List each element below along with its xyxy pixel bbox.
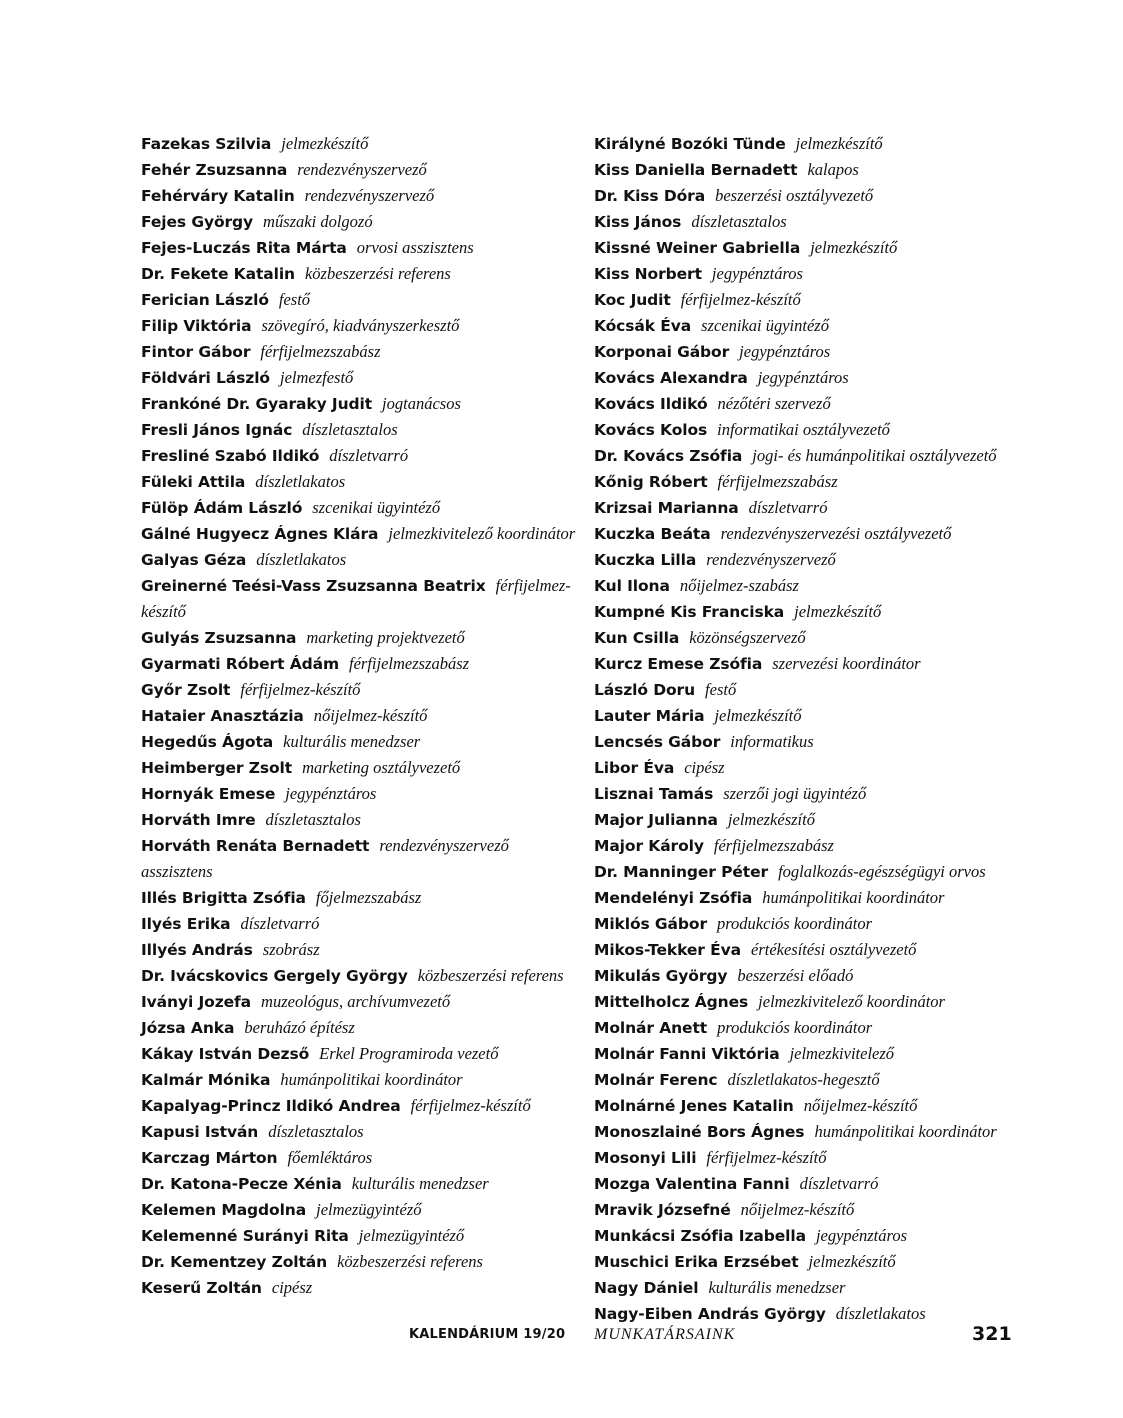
staff-entry	[141, 417, 581, 443]
staff-role: nőijelmez-készítő	[740, 1200, 855, 1219]
staff-name: Kelemen Magdolna	[141, 1201, 307, 1219]
staff-role: beszerzési osztályvezető	[715, 186, 874, 205]
staff-role: cipész	[684, 758, 725, 777]
staff-role: díszletasztalos	[268, 1122, 364, 1141]
staff-name: Mravik Józsefné	[594, 1201, 731, 1219]
staff-name: Korponai Gábor	[594, 343, 730, 361]
staff-name: Dr. Kiss Dóra	[594, 187, 706, 205]
staff-entry	[141, 963, 581, 989]
staff-name: Fehér Zsuzsanna	[141, 161, 288, 179]
staff-role: kalapos	[807, 160, 859, 179]
staff-role: díszletasztalos	[302, 420, 398, 439]
staff-name: Ferician László	[141, 291, 269, 309]
staff-entry	[141, 1171, 581, 1197]
staff-entry	[141, 833, 581, 885]
staff-role: főemléktáros	[287, 1148, 373, 1167]
staff-name: Nagy Dániel	[594, 1279, 699, 1297]
staff-name: Mendelényi Zsófia	[594, 889, 753, 907]
staff-role: díszletlakatos-hegesztő	[727, 1070, 880, 1089]
staff-entry	[594, 443, 1054, 469]
staff-role: humánpolitikai koordinátor	[814, 1122, 997, 1141]
staff-entry	[141, 365, 581, 391]
staff-role: kulturális menedzser	[283, 732, 421, 751]
staff-role: rendezvényszervező	[304, 186, 435, 205]
staff-role: jelmezkészítő	[794, 602, 882, 621]
staff-role: produkciós koordinátor	[717, 914, 873, 933]
staff-role: informatikai osztályvezető	[717, 420, 890, 439]
page-number: 321	[972, 1323, 1012, 1345]
staff-entry	[594, 339, 1054, 365]
staff-name: Kun Csilla	[594, 629, 680, 647]
staff-role: muzeológus, archívumvezető	[261, 992, 451, 1011]
staff-name: Dr. Fekete Katalin	[141, 265, 295, 283]
staff-role: informatikus	[730, 732, 814, 751]
staff-entry	[594, 1067, 1054, 1093]
staff-role: jelmezkészítő	[714, 706, 802, 725]
staff-role: jegypénztáros	[285, 784, 377, 803]
staff-name: Kissné Weiner Gabriella	[594, 239, 801, 257]
staff-entry	[594, 651, 1054, 677]
staff-entry	[141, 313, 581, 339]
staff-entry	[594, 469, 1054, 495]
staff-role: díszletvarró	[329, 446, 409, 465]
staff-name: Kőnig Róbert	[594, 473, 708, 491]
staff-entry	[141, 443, 581, 469]
staff-entry	[141, 469, 581, 495]
staff-role: jelmezkészítő	[810, 238, 898, 257]
staff-entry	[141, 651, 581, 677]
staff-entry	[594, 261, 1054, 287]
staff-entry	[141, 989, 581, 1015]
staff-role: jelmezügyintéző	[316, 1200, 422, 1219]
staff-role: férfijelmez-készítő	[240, 680, 361, 699]
staff-role: jelmezügyintéző	[358, 1226, 465, 1245]
staff-name: Hornyák Emese	[141, 785, 276, 803]
staff-role: jelmezkészítő	[808, 1252, 896, 1271]
staff-name: Iványi Jozefa	[141, 993, 252, 1011]
staff-name: Kákay István Dezső	[141, 1045, 310, 1063]
staff-role: beruházó építész	[244, 1018, 355, 1037]
staff-name: Földvári László	[141, 369, 270, 387]
staff-role: foglalkozás-egészségügyi orvos	[778, 862, 986, 881]
staff-entry	[141, 287, 581, 313]
staff-role: díszletvarró	[799, 1174, 879, 1193]
staff-role: festő	[705, 680, 737, 699]
staff-role: díszletlakatos	[255, 472, 346, 491]
staff-name: Lisznai Tamás	[594, 785, 714, 803]
staff-entry	[594, 781, 1054, 807]
staff-role: szerzői jogi ügyintéző	[723, 784, 867, 803]
staff-name: Mikos-Tekker Éva	[594, 941, 741, 959]
staff-entry	[141, 807, 581, 833]
staff-entry	[594, 625, 1054, 651]
staff-entry	[141, 131, 581, 157]
staff-role: díszletasztalos	[691, 212, 787, 231]
staff-role: orvosi asszisztens	[356, 238, 474, 257]
staff-name: Miklós Gábor	[594, 915, 707, 933]
staff-role: férfijelmez-készítő	[706, 1148, 827, 1167]
staff-entry	[594, 521, 1054, 547]
staff-entry	[594, 859, 1054, 885]
staff-role: nőijelmez-készítő	[313, 706, 428, 725]
staff-entry	[141, 547, 581, 573]
staff-name: Dr. Ivácskovics Gergely György	[141, 967, 408, 985]
staff-entry	[594, 313, 1054, 339]
staff-name: Dr. Kovács Zsófia	[594, 447, 743, 465]
section-title: MUNKATÁRSAINK	[594, 1326, 736, 1343]
staff-entry	[594, 1223, 1054, 1249]
staff-name: Kuczka Lilla	[594, 551, 697, 569]
staff-role: jelmezkivitelező	[789, 1044, 895, 1063]
staff-entry	[141, 625, 581, 651]
staff-entry	[594, 183, 1054, 209]
staff-role: festő	[278, 290, 311, 309]
staff-entry	[141, 183, 581, 209]
staff-entry	[594, 989, 1054, 1015]
staff-role: jelmezkészítő	[795, 134, 883, 153]
staff-role: szcenikai ügyintéző	[312, 498, 441, 517]
staff-name: Hataier Anasztázia	[141, 707, 304, 725]
staff-entry	[594, 1119, 1054, 1145]
staff-entry	[141, 235, 581, 261]
staff-role: közbeszerzési referens	[304, 264, 451, 283]
staff-entry	[141, 729, 581, 755]
staff-entry	[594, 1171, 1054, 1197]
staff-role: jelmezfestő	[279, 368, 354, 387]
staff-role: főjelmezszabász	[315, 888, 422, 907]
staff-role: jogi- és humánpolitikai osztályvezető	[752, 446, 997, 465]
staff-name: Kovács Alexandra	[594, 369, 748, 387]
staff-entry	[594, 287, 1054, 313]
staff-role: közönségszervező	[689, 628, 806, 647]
staff-name: Mozga Valentina Fanni	[594, 1175, 790, 1193]
staff-name: Kurcz Emese Zsófia	[594, 655, 763, 673]
staff-name: Fejes-Luczás Rita Márta	[141, 239, 347, 257]
staff-role: rendezvényszervező asszisztens	[141, 836, 509, 881]
staff-name: Fülöp Ádám László	[141, 499, 303, 517]
staff-entry	[594, 495, 1054, 521]
staff-role: humánpolitikai koordinátor	[280, 1070, 463, 1089]
staff-name: Gyarmati Róbert Ádám	[141, 655, 340, 673]
staff-role: díszletlakatos	[835, 1304, 926, 1323]
staff-name: Libor Éva	[594, 759, 675, 777]
staff-entry	[594, 937, 1054, 963]
staff-entry	[141, 1067, 581, 1093]
staff-name: Hegedűs Ágota	[141, 733, 274, 751]
staff-role: díszletlakatos	[256, 550, 347, 569]
staff-role: kulturális menedzser	[708, 1278, 846, 1297]
staff-name: Major Károly	[594, 837, 704, 855]
staff-name: Galyas Géza	[141, 551, 247, 569]
staff-role: díszletvarró	[748, 498, 828, 517]
staff-entry	[594, 1249, 1054, 1275]
staff-role: marketing projektvezető	[306, 628, 465, 647]
staff-list-right-column	[594, 131, 1054, 1327]
staff-name: Fintor Gábor	[141, 343, 251, 361]
staff-entry	[141, 521, 581, 547]
staff-entry	[594, 885, 1054, 911]
staff-entry	[141, 1249, 581, 1275]
staff-name: Ilyés Erika	[141, 915, 231, 933]
staff-entry	[141, 1093, 581, 1119]
staff-name: Győr Zsolt	[141, 681, 231, 699]
staff-role: szövegíró, kiadványszerkesztő	[261, 316, 460, 335]
staff-role: közbeszerzési referens	[417, 966, 564, 985]
staff-name: Királyné Bozóki Tünde	[594, 135, 786, 153]
staff-name: Horváth Imre	[141, 811, 256, 829]
staff-role: díszletasztalos	[265, 810, 361, 829]
staff-name: Muschici Erika Erzsébet	[594, 1253, 799, 1271]
staff-name: Lencsés Gábor	[594, 733, 721, 751]
staff-role: marketing osztályvezető	[302, 758, 461, 777]
staff-entry	[594, 391, 1054, 417]
staff-name: Kuczka Beáta	[594, 525, 711, 543]
staff-name: Molnár Fanni Viktória	[594, 1045, 780, 1063]
staff-role: produkciós koordinátor	[717, 1018, 873, 1037]
staff-role: jogtanácsos	[382, 394, 461, 413]
staff-entry	[141, 1145, 581, 1171]
staff-role: jegypénztáros	[757, 368, 849, 387]
staff-name: Kiss Daniella Bernadett	[594, 161, 798, 179]
staff-role: nőijelmez-szabász	[679, 576, 799, 595]
staff-entry	[141, 885, 581, 911]
staff-entry	[594, 573, 1054, 599]
staff-name: Greinerné Teési-Vass Zsuzsanna Beatrix	[141, 577, 486, 595]
staff-entry	[594, 547, 1054, 573]
staff-entry	[594, 911, 1054, 937]
staff-role: értékesítési osztályvezető	[751, 940, 917, 959]
staff-entry	[141, 937, 581, 963]
staff-entry	[594, 1041, 1054, 1067]
staff-name: Kelemenné Surányi Rita	[141, 1227, 349, 1245]
staff-role: műszaki dolgozó	[263, 212, 373, 231]
staff-role: rendezvényszervező	[297, 160, 427, 179]
staff-list-left-column	[141, 131, 581, 1301]
staff-entry	[141, 677, 581, 703]
staff-entry	[141, 391, 581, 417]
staff-role: nőijelmez-készítő	[803, 1096, 918, 1115]
staff-entry	[594, 157, 1054, 183]
staff-entry	[141, 755, 581, 781]
staff-name: Fejes György	[141, 213, 254, 231]
staff-role: cipész	[271, 1278, 313, 1297]
staff-name: Gálné Hugyecz Ágnes Klára	[141, 525, 379, 543]
staff-role: férfijelmez-készítő	[680, 290, 801, 309]
staff-role: jelmezkészítő	[727, 810, 815, 829]
staff-role: jelmezkivitelező koordinátor	[758, 992, 945, 1011]
staff-name: Molnár Ferenc	[594, 1071, 718, 1089]
staff-name: Karczag Márton	[141, 1149, 278, 1167]
staff-entry	[594, 755, 1054, 781]
staff-entry	[141, 157, 581, 183]
staff-name: Kiss János	[594, 213, 682, 231]
staff-name: Dr. Katona-Pecze Xénia	[141, 1175, 342, 1193]
staff-name: Kul Ilona	[594, 577, 670, 595]
staff-name: Józsa Anka	[141, 1019, 235, 1037]
staff-role: rendezvényszervezési osztályvezető	[720, 524, 952, 543]
staff-name: Füleki Attila	[141, 473, 246, 491]
staff-entry	[594, 703, 1054, 729]
staff-name: Molnárné Jenes Katalin	[594, 1097, 794, 1115]
staff-entry	[141, 1275, 581, 1301]
staff-entry	[594, 131, 1054, 157]
staff-name: Krizsai Marianna	[594, 499, 739, 517]
staff-role: humánpolitikai koordinátor	[762, 888, 945, 907]
staff-role: férfijelmezszabász	[713, 836, 834, 855]
staff-name: Gulyás Zsuzsanna	[141, 629, 297, 647]
staff-entry	[594, 599, 1054, 625]
staff-name: Illés Brigitta Zsófia	[141, 889, 306, 907]
staff-name: Dr. Manninger Péter	[594, 863, 769, 881]
staff-name: Kócsák Éva	[594, 317, 692, 335]
staff-entry	[594, 833, 1054, 859]
staff-name: Koc Judit	[594, 291, 671, 309]
staff-role: jegypénztáros	[739, 342, 831, 361]
staff-entry	[594, 1145, 1054, 1171]
staff-entry	[141, 261, 581, 287]
staff-role: férfijelmezszabász	[717, 472, 838, 491]
staff-name: Fehérváry Katalin	[141, 187, 295, 205]
publication-title: KALENDÁRIUM 19/20	[409, 1327, 566, 1342]
staff-name: Kovács Kolos	[594, 421, 708, 439]
staff-entry	[594, 417, 1054, 443]
staff-entry	[141, 339, 581, 365]
staff-name: Dr. Kementzey Zoltán	[141, 1253, 328, 1271]
staff-entry	[141, 495, 581, 521]
staff-entry	[141, 1119, 581, 1145]
staff-role: férfijelmez-készítő	[410, 1096, 531, 1115]
staff-entry	[141, 573, 581, 625]
staff-entry	[141, 209, 581, 235]
staff-role: díszletvarró	[240, 914, 320, 933]
staff-entry	[594, 963, 1054, 989]
staff-entry	[594, 729, 1054, 755]
staff-name: Horváth Renáta Bernadett	[141, 837, 370, 855]
staff-name: Kiss Norbert	[594, 265, 702, 283]
staff-name: Mosonyi Lili	[594, 1149, 697, 1167]
staff-name: Mittelholcz Ágnes	[594, 993, 749, 1011]
staff-name: Fresli János Ignác	[141, 421, 293, 439]
staff-name: László Doru	[594, 681, 696, 699]
staff-entry	[141, 781, 581, 807]
staff-role: férfijelmezszabász	[349, 654, 470, 673]
staff-name: Nagy-Eiben András György	[594, 1305, 826, 1323]
staff-name: Kalmár Mónika	[141, 1071, 271, 1089]
staff-entry	[141, 911, 581, 937]
staff-entry	[141, 1223, 581, 1249]
staff-entry	[594, 1197, 1054, 1223]
staff-role: rendezvényszervező	[706, 550, 836, 569]
staff-role: szobrász	[262, 940, 320, 959]
staff-role: nézőtéri szervező	[717, 394, 831, 413]
staff-name: Munkácsi Zsófia Izabella	[594, 1227, 806, 1245]
staff-name: Heimberger Zsolt	[141, 759, 293, 777]
staff-name: Illyés András	[141, 941, 253, 959]
staff-name: Frankóné Dr. Gyaraky Judit	[141, 395, 373, 413]
staff-entry	[594, 365, 1054, 391]
staff-role: jegypénztáros	[815, 1226, 907, 1245]
staff-name: Molnár Anett	[594, 1019, 708, 1037]
staff-name: Fazekas Szilvia	[141, 135, 272, 153]
staff-name: Kapusi István	[141, 1123, 259, 1141]
staff-entry	[594, 209, 1054, 235]
staff-entry	[141, 1197, 581, 1223]
staff-name: Major Julianna	[594, 811, 718, 829]
staff-role: férfijelmezszabász	[260, 342, 381, 361]
staff-name: Lauter Mária	[594, 707, 705, 725]
staff-entry	[594, 677, 1054, 703]
staff-name: Kumpné Kis Franciska	[594, 603, 785, 621]
staff-role: férfijelmez-készítő	[141, 576, 571, 621]
staff-entry	[141, 1041, 581, 1067]
staff-name: Kapalyag-Princz Ildikó Andrea	[141, 1097, 401, 1115]
staff-role: jelmezkivitelező koordinátor	[388, 524, 576, 543]
staff-entry	[594, 1015, 1054, 1041]
staff-role: Erkel Programiroda vezető	[319, 1044, 499, 1063]
staff-role: közbeszerzési referens	[337, 1252, 483, 1271]
staff-role: kulturális menedzser	[351, 1174, 489, 1193]
staff-entry	[594, 1275, 1054, 1301]
staff-name: Fresliné Szabó Ildikó	[141, 447, 320, 465]
staff-role: beszerzési előadó	[737, 966, 854, 985]
staff-name: Mikulás György	[594, 967, 728, 985]
staff-name: Filip Viktória	[141, 317, 252, 335]
staff-name: Monoszlainé Bors Ágnes	[594, 1123, 805, 1141]
page-footer	[0, 1325, 1123, 1349]
staff-role: szervezési koordinátor	[772, 654, 921, 673]
staff-role: szcenikai ügyintéző	[701, 316, 829, 335]
staff-entry	[594, 235, 1054, 261]
staff-entry	[141, 1015, 581, 1041]
staff-role: jegypénztáros	[711, 264, 803, 283]
staff-entry	[141, 703, 581, 729]
staff-entry	[594, 1093, 1054, 1119]
staff-entry	[594, 807, 1054, 833]
staff-name: Keserű Zoltán	[141, 1279, 262, 1297]
staff-name: Kovács Ildikó	[594, 395, 708, 413]
staff-role: jelmezkészítő	[281, 134, 369, 153]
